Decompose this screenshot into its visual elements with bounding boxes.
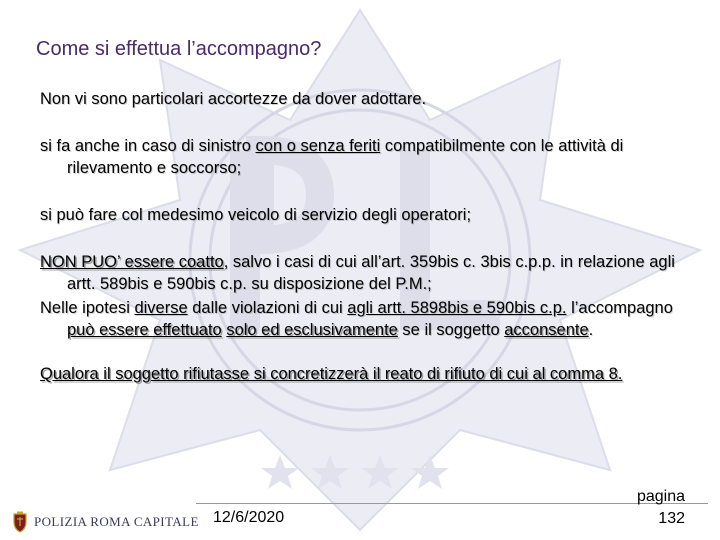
- paragraph-5-b: diverse: [134, 299, 188, 317]
- paragraph-5-h: solo ed esclusivamente: [226, 321, 398, 339]
- page-number: 132: [658, 510, 685, 527]
- paragraph-4-text: , salvo i casi di cui all’art. 359bis c. 3bis c.p.p. in relazione agli artt. 589bis e 590bis c.p. su disposizione del P.M.;: [67, 253, 675, 293]
- paragraph-3: [40, 204, 680, 226]
- paragraph-5-e: l’accompagno: [566, 299, 673, 317]
- paragraph-5-c: dalle violazioni di cui: [187, 299, 348, 317]
- paragraph-2-underlined: con o senza feriti: [255, 137, 381, 155]
- page-label: pagina: [636, 488, 685, 505]
- footer-divider: [196, 503, 708, 504]
- police-crest-icon: [12, 511, 28, 533]
- paragraph-2-text-c: compatibilmente con le attività di rilevamento e soccorso;: [67, 137, 624, 177]
- paragraph-1-text: Non vi sono particolari accortezze da dover adottare.: [40, 90, 427, 108]
- paragraph-4: [40, 251, 680, 295]
- footer-date: 12/6/2020: [213, 509, 285, 526]
- paragraph-5-i: se il soggetto: [397, 321, 505, 339]
- footer-logo-text: POLIZIA ROMA CAPITALE: [34, 514, 199, 529]
- paragraph-4-emphasis: NON PUO’ essere coatto: [40, 253, 224, 271]
- paragraph-2-text-a: si fa anche in caso di sinistro: [40, 137, 256, 155]
- paragraph-5-f: può essere effettuato: [67, 321, 222, 339]
- paragraph-5-j: acconsente: [504, 321, 589, 339]
- paragraph-5-k: .: [588, 321, 594, 339]
- paragraph-5-d: agli artt. 5898bis e 590bis c.p.: [347, 299, 567, 317]
- paragraph-6: [40, 363, 680, 385]
- page-number-block: [637, 486, 685, 530]
- paragraph-1: [40, 88, 680, 110]
- paragraph-5: [40, 297, 680, 341]
- paragraph-3-text: si può fare col medesimo veicolo di servizio degli operatori;: [40, 206, 472, 224]
- paragraph-2: [40, 135, 680, 179]
- slide-title: Come si effettua l’accompagno?: [36, 38, 322, 60]
- paragraph-5-a: Nelle ipotesi: [40, 299, 135, 317]
- body-content: [40, 88, 680, 385]
- paragraph-6-text: Qualora il soggetto rifiutasse si concretizzerà il reato di rifiuto di cui al comma 8.: [40, 365, 623, 383]
- footer-logo: [12, 510, 199, 534]
